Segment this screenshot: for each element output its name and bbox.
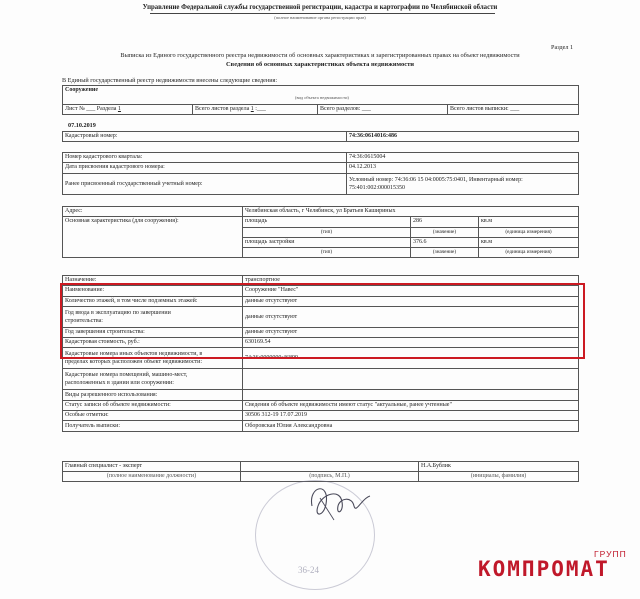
object-type-note: (вид объекта недвижимости) — [295, 95, 349, 100]
char-value-note-2: (значение) — [411, 248, 479, 258]
section-no-value: 1 — [117, 106, 121, 113]
name-note: (инициалы, фамилия) — [419, 472, 579, 482]
table-row — [63, 390, 579, 400]
table-row — [63, 411, 579, 421]
intro-text: В Единый государственный реестр недвижимости внесены следующие сведения: — [62, 77, 278, 84]
characteristics-table — [62, 206, 579, 258]
commission-year-label-2: строительства: — [65, 317, 103, 324]
authority-note: (полное наименование органа регистрации прав) — [274, 15, 366, 20]
char-name-1: площадь — [243, 217, 411, 227]
table-row — [63, 369, 579, 390]
extract-title: Выписка из Единого государственного реестра недвижимости об основных характеристиках и зарегистрированных правах на объект недвижимости — [120, 52, 520, 59]
char-type-note-2: (тип) — [243, 248, 411, 258]
address-label: Адрес: — [63, 207, 243, 217]
characteristics-label: Основная характеристика (для сооружения): — [63, 217, 243, 258]
purpose-value: транспортное — [243, 276, 579, 286]
special-marks-label: Особые отметки: — [63, 411, 243, 421]
commission-year-label-1: Год ввода в эксплуатацию по завершении — [65, 309, 171, 316]
watermark-logo: КОМПРОМАТ — [478, 557, 610, 581]
char-value-2: 376.6 — [411, 237, 479, 247]
sheet-no-label: Лист № — [65, 106, 85, 113]
stamp-digits: 36-24 — [298, 565, 319, 575]
floors-value: данные отсутствуют — [243, 296, 579, 306]
cadastral-table — [62, 131, 579, 142]
quarter-table — [62, 152, 579, 195]
position-value: Главный специалист - эксперт — [63, 462, 241, 472]
object-type: Сооружение — [65, 87, 99, 93]
table-row — [63, 421, 579, 431]
char-unit-2: кв.м — [479, 237, 579, 247]
parent-objects-value: 74:36:0000000:46899 — [243, 348, 579, 369]
sheet-row-table: Лист № ___ Раздела 1 Всего листов раздела 1 :___ Всего разделов: ___ Всего листов выписки: ___ — [62, 104, 579, 115]
record-status-label: Статус записи об объекте недвижимости: — [63, 400, 243, 410]
purpose-label: Назначение: — [63, 276, 243, 286]
cadastral-label: Кадастровый номер: — [63, 132, 347, 142]
assign-date-value: 04.12.2013 — [347, 163, 579, 173]
permitted-use-value — [243, 390, 579, 400]
cadastral-cost-label: Кадастровая стоимость, руб.: — [63, 338, 243, 348]
permitted-use-label: Виды разрешенного использования: — [63, 390, 243, 400]
authority-underline — [150, 13, 495, 14]
address-value: Челябинская область, г Челябинск, ул Братьев Кашириных — [243, 207, 579, 217]
prev-number-line1: Условный номер: 74:36:06 15 04:0005:75:0401, Инвентарный номер: — [349, 176, 523, 183]
table-row — [63, 400, 579, 410]
prev-number-line2: 75:401:002:000015350 — [349, 184, 406, 191]
table-row — [63, 153, 579, 163]
position-note: (полное наименование должности) — [63, 472, 241, 482]
char-value-1: 286 — [411, 217, 479, 227]
cadastral-cost-value: 630169.54 — [243, 338, 579, 348]
name-value: Сооружение "Навес" — [243, 286, 579, 296]
prev-number-label: Ранее присвоенный государственный учетный номер: — [63, 173, 347, 194]
recipient-label: Получатель выписки: — [63, 421, 243, 431]
build-year-label: Год завершения строительства: — [63, 327, 243, 337]
quarter-label: Номер кадастрового квартала: — [63, 153, 347, 163]
section-no-label: Раздела — [96, 106, 117, 113]
char-name-2: площадь застройки — [243, 237, 411, 247]
signer-name: Н.А.Бублик — [419, 462, 579, 472]
signature-note: (подпись, М.П.) — [241, 472, 419, 482]
special-marks-value: 30506 312-19 17.07.2019 — [243, 411, 579, 421]
table-row — [63, 163, 579, 173]
char-value-note-1: (значение) — [411, 227, 479, 237]
quarter-value: 74:36:0615004 — [347, 153, 579, 163]
handwritten-signature — [300, 476, 380, 526]
watermark-top: ГРУПП — [594, 549, 627, 559]
premises-label-2: расположенных в здании или сооружении: — [65, 380, 174, 387]
build-year-value: данные отсутствуют — [243, 327, 579, 337]
object-header-table — [62, 85, 579, 105]
char-unit-note-1: (единица измерения) — [479, 227, 579, 237]
sections-total-label: Всего разделов: — [320, 106, 361, 113]
char-unit-note-2: (единица измерения) — [479, 248, 579, 258]
extract-subtitle: Сведения об основных характеристиках объекта недвижимости — [225, 61, 415, 68]
sheets-total-label: Всего листов выписки: — [450, 106, 509, 113]
char-unit-1: кв.м — [479, 217, 579, 227]
extract-date: 07.10.2019 — [68, 122, 96, 129]
assign-date-label: Дата присвоения кадастрового номера: — [63, 163, 347, 173]
record-status-value: Сведения об объекте недвижимости имеют статус "актуальные, ранее учтенные" — [243, 400, 579, 410]
cadastral-value: 74:36:0614016:486 — [347, 132, 579, 142]
premises-value — [243, 369, 579, 390]
char-type-note-1: (тип) — [243, 227, 411, 237]
parent-objects-label-2: пределах которых расположен объект недвижимости: — [65, 359, 203, 366]
name-label: Наименование: — [63, 286, 243, 296]
premises-label-1: Кадастровые номера помещений, машино-мест, — [65, 372, 188, 379]
sheets-in-section-label: Всего листов раздела — [195, 106, 250, 113]
sheets-in-section-value: 1 — [250, 106, 254, 113]
table-row — [63, 173, 579, 194]
table-row — [63, 217, 579, 227]
table-row — [63, 207, 579, 217]
section-label: Раздел 1 — [551, 44, 574, 51]
parent-objects-label-1: Кадастровые номера иных объектов недвижимости, в — [65, 351, 203, 358]
commission-year-value: данные отсутствуют — [243, 306, 579, 327]
authority-title: Управление Федеральной службы государственной регистрации, кадастра и картографии по Челябинской области — [142, 4, 498, 11]
floors-label: Количество этажей, в том числе подземных этажей: — [63, 296, 243, 306]
recipient-value: Оборовская Юлия Александровна — [243, 421, 579, 431]
highlight-frame — [60, 283, 585, 359]
